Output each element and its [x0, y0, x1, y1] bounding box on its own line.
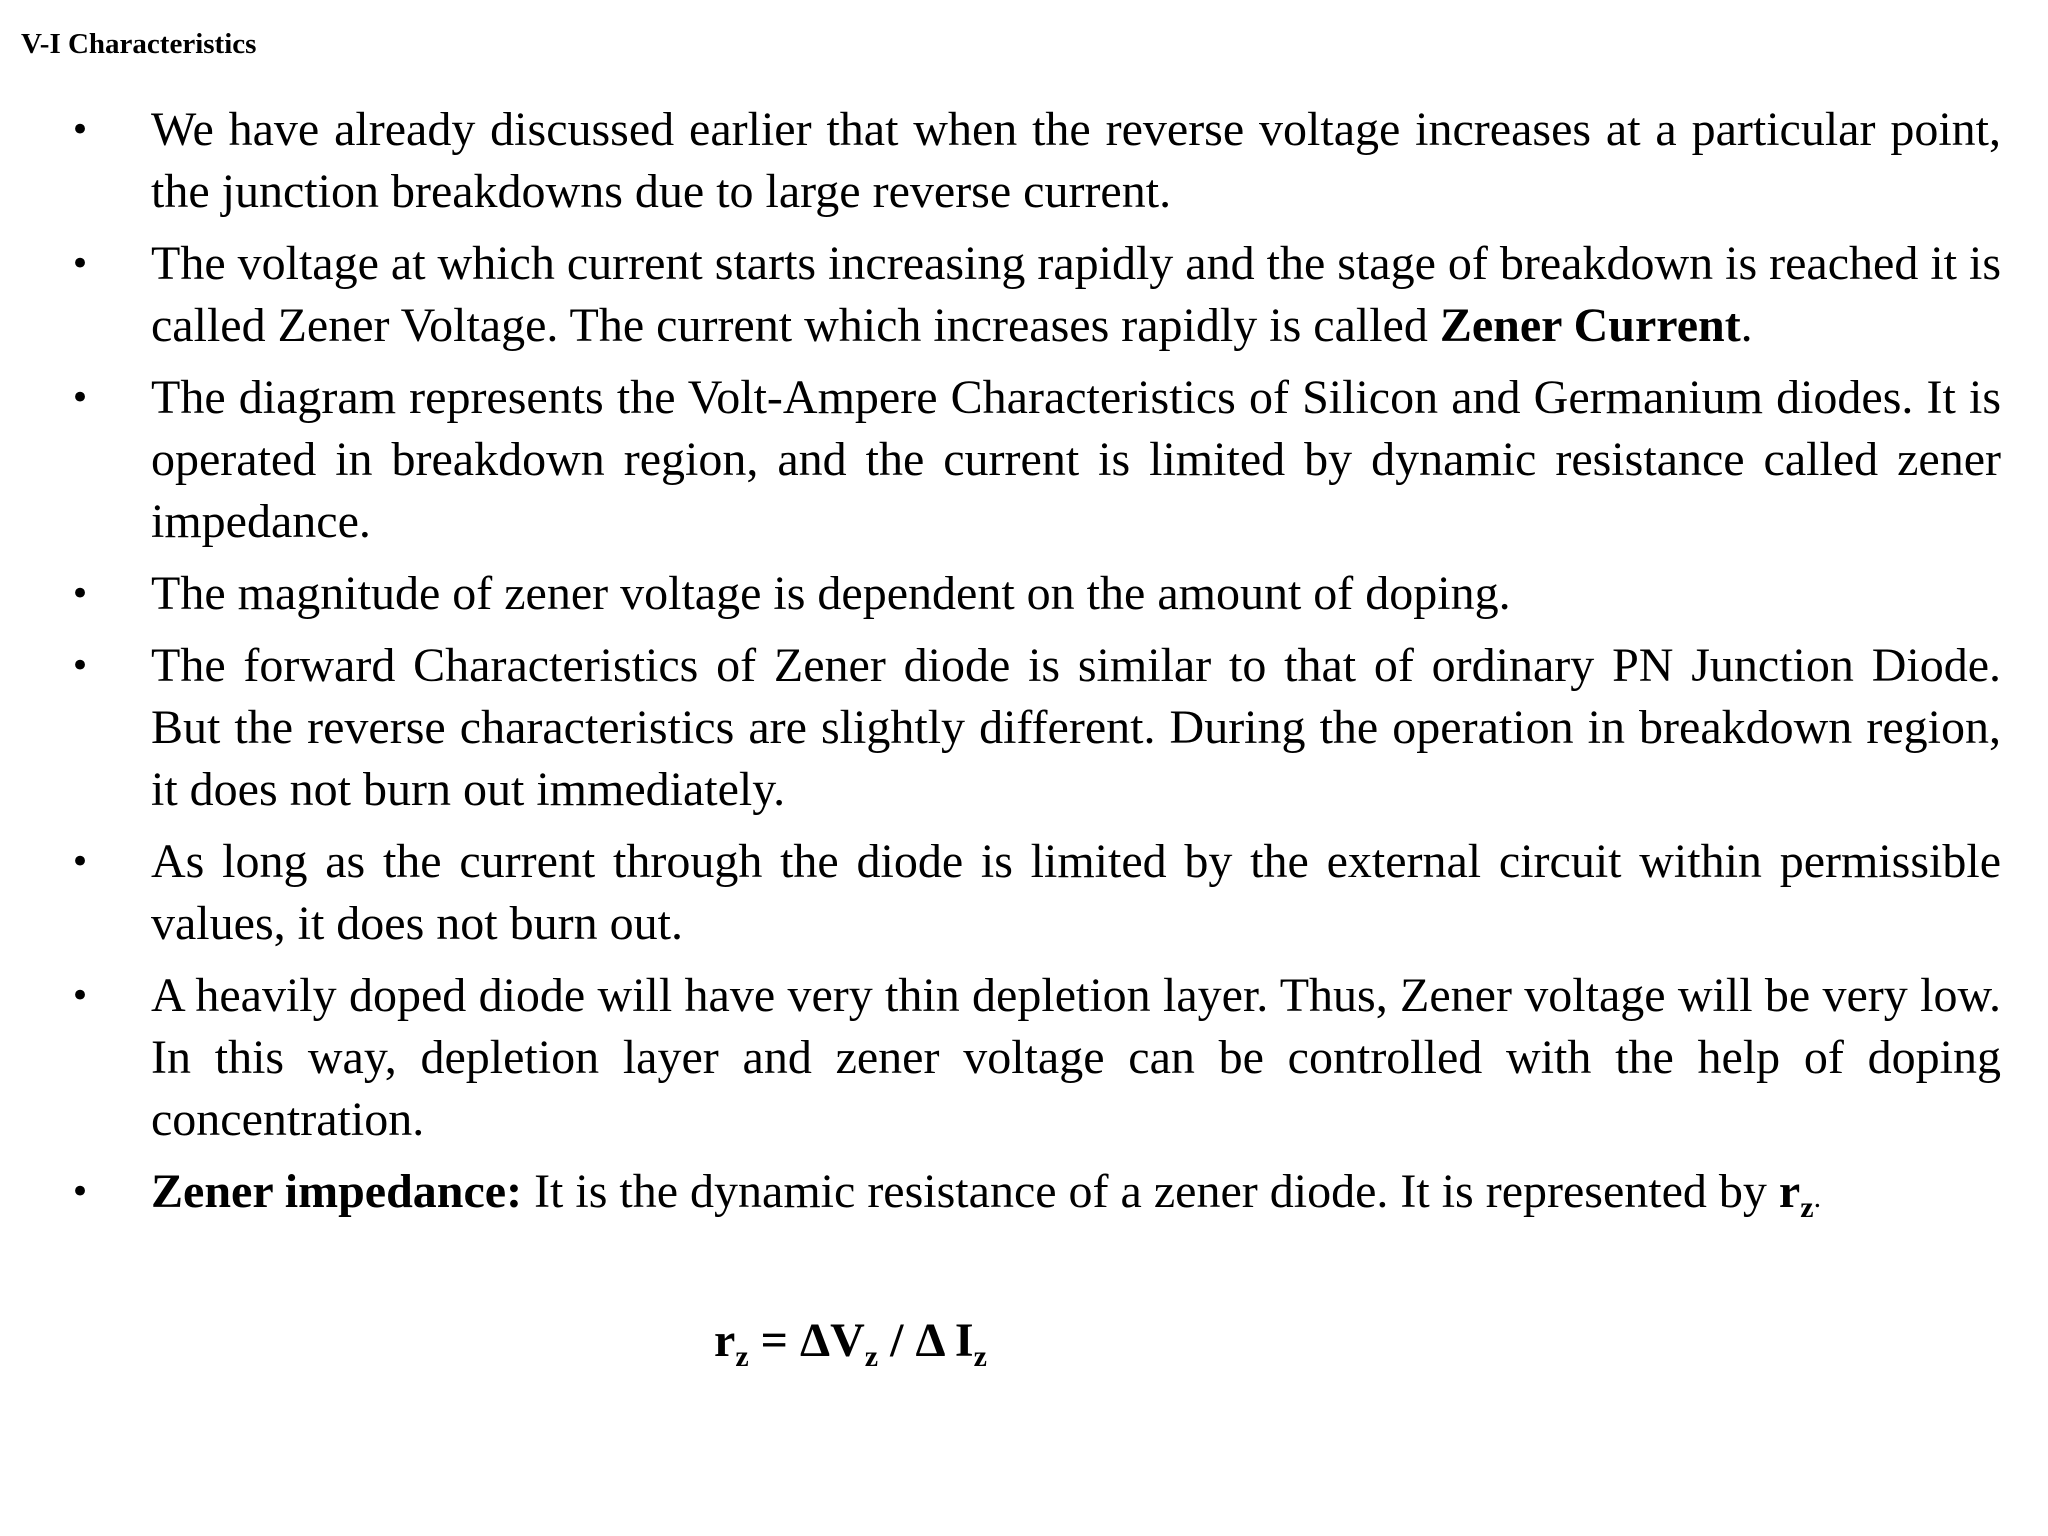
- formula-v-subscript: z: [864, 1340, 879, 1373]
- bullet-zener-voltage: [0, 233, 2048, 357]
- bullet-dot-icon: •: [70, 842, 91, 882]
- bullet-text: The forward Characteristics of Zener diode is similar to that of ordinary PN Junction Diode. But the reverse characteristics are slightly different. During the operation in breakdown region, it does not burn out immediately.: [151, 639, 2001, 816]
- bullet-reverse-breakdown: [0, 99, 2048, 223]
- formula-i-subscript: z: [973, 1340, 987, 1373]
- bullet-end: .: [1813, 1181, 1822, 1214]
- bullet-text: As long as the current through the diode is limited by the external circuit within permissible values, it does not burn out.: [151, 835, 2001, 950]
- formula-lhs-subscript: z: [735, 1340, 749, 1373]
- bullet-dot-icon: •: [70, 110, 91, 150]
- formula-delta-i: Δ I: [915, 1314, 974, 1367]
- bullet-zener-impedance: [0, 1161, 2048, 1229]
- zener-impedance-term: Zener impedance:: [151, 1165, 523, 1218]
- bullet-dot-icon: •: [70, 1172, 91, 1212]
- bullet-current-limit: [0, 831, 2048, 955]
- bullet-dot-icon: •: [70, 574, 91, 614]
- bullet-forward-characteristics: [0, 635, 2048, 821]
- bullet-dot-icon: •: [70, 244, 91, 284]
- slide-title: V-I Characteristics: [21, 28, 257, 60]
- zener-impedance-formula: [714, 1310, 987, 1372]
- bullet-text: The magnitude of zener voltage is dependent on the amount of doping.: [151, 567, 1511, 620]
- rz-symbol: r: [1778, 1165, 1801, 1218]
- bullet-list: [0, 99, 2048, 1239]
- bullet-dot-icon: •: [70, 976, 91, 1016]
- bullet-end: .: [1740, 299, 1753, 352]
- bullet-text: The voltage at which current starts increasing rapidly and the stage of breakdown is reached it is called Zener Voltage. The current which increases rapidly is called: [151, 237, 2002, 352]
- bullet-dot-icon: •: [70, 378, 91, 418]
- formula-delta-v: ΔV: [800, 1314, 865, 1367]
- zener-current-term: Zener Current: [1439, 299, 1741, 352]
- bullet-text: A heavily doped diode will have very thin depletion layer. Thus, Zener voltage will be very low. In this way, depletion layer and zener voltage can be controlled with the help of doping concentration.: [151, 969, 2001, 1146]
- rz-subscript: z: [1800, 1191, 1814, 1224]
- bullet-volt-ampere-diagram: [0, 367, 2048, 553]
- bullet-text: The diagram represents the Volt-Ampere Characteristics of Silicon and Germanium diodes. It is operated in breakdown region, and the current is limited by dynamic resistance called zener impedance.: [151, 371, 2001, 548]
- bullet-doping-magnitude: [0, 563, 2048, 625]
- formula-slash: /: [878, 1314, 916, 1367]
- bullet-heavy-doping: [0, 965, 2048, 1151]
- bullet-dot-icon: •: [70, 646, 91, 686]
- bullet-text: It is the dynamic resistance of a zener diode. It is represented by: [522, 1165, 1779, 1218]
- formula-equals: =: [748, 1314, 800, 1367]
- formula-lhs: r: [714, 1314, 736, 1367]
- bullet-text: We have already discussed earlier that when the reverse voltage increases at a particular point, the junction breakdowns due to large reverse current.: [151, 103, 2001, 218]
